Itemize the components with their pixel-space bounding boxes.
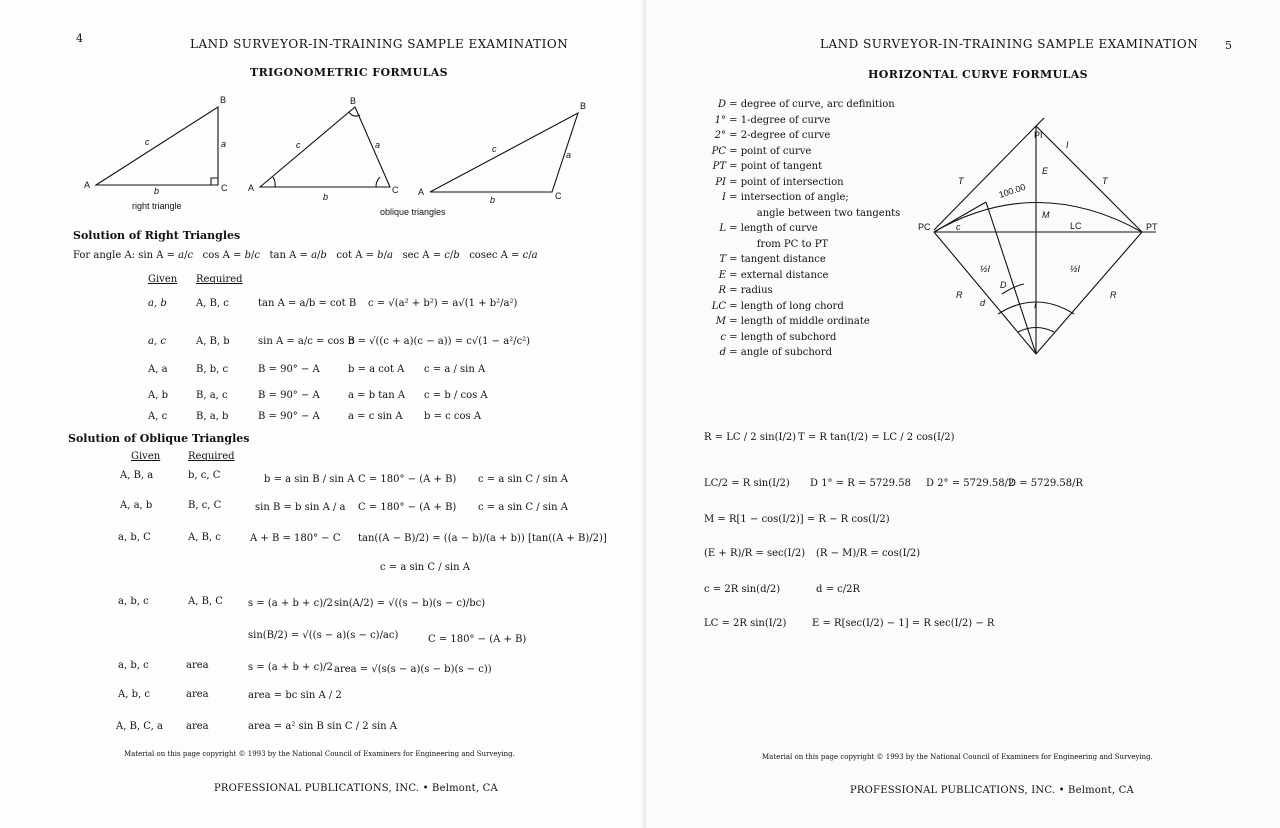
label-B3: B — [580, 101, 587, 111]
definition-row: R = radius — [686, 283, 916, 299]
definition-row: 2° = 2-degree of curve — [686, 128, 916, 144]
definition-row: M = length of middle ordinate — [686, 314, 916, 330]
angle-definitions: For angle A: sin A = a/c cos A = b/c tan A = a/b cot A = b/a sec A = c/b cosec A = c/a — [73, 250, 538, 261]
oblique-row-formula: A + B = 180° − C — [250, 533, 341, 544]
oblique-row-given: A, a, b — [120, 500, 153, 511]
right-row-required: B, a, b — [196, 411, 229, 422]
diag-d: d — [980, 298, 986, 308]
definition-symbol: PC — [711, 145, 726, 157]
definition-text: degree of curve, arc definition — [740, 99, 895, 110]
definition-row: PT = point of tangent — [686, 159, 916, 175]
curve-formula: LC = 2R sin(I/2) — [704, 618, 787, 629]
definition-row: D = degree of curve, arc definition — [686, 97, 916, 113]
page-title: HORIZONTAL CURVE FORMULAS — [868, 68, 1088, 81]
definition-text: point of curve — [740, 145, 812, 157]
oblique-row-required: area — [186, 689, 209, 700]
label-a3: a — [566, 150, 572, 160]
oblique-row-formula: tan((A − B)/2) = ((a − b)/(a + b)) [tan((A + B)/2)] — [358, 533, 607, 544]
right-row-required: A, B, b — [196, 336, 230, 347]
definition-text: intersection of angle; — [740, 192, 849, 203]
page-number: 4 — [76, 32, 83, 45]
definition-symbol: E — [718, 269, 726, 281]
diag-M: M — [1042, 210, 1050, 220]
curve-formula: d = c/2R — [816, 584, 860, 595]
right-row-required: A, B, c — [196, 298, 229, 309]
definition-symbol: M — [715, 316, 726, 327]
publisher-footer: PROFESSIONAL PUBLICATIONS, INC. • Belmont, CA — [214, 783, 498, 794]
definition-symbol: L — [719, 223, 726, 234]
right-row-formula: B = 90° − A — [258, 411, 320, 422]
oblique-triangles-heading: Solution of Oblique Triangles — [68, 432, 250, 445]
definition-text: 1-degree of curve — [740, 114, 831, 126]
publisher-footer: PROFESSIONAL PUBLICATIONS, INC. • Belmont, CA — [850, 785, 1134, 796]
definition-text: tangent distance — [740, 254, 826, 265]
oblique-row-required: area — [186, 660, 209, 671]
right-row-given: a, c — [148, 336, 166, 347]
diag-I-bottom: I — [1034, 300, 1037, 310]
definition-row: T = tangent distance — [686, 252, 916, 268]
oblique-row-formula: C = 180° − (A + B) — [428, 634, 527, 645]
definition-row: d = angle of subchord — [686, 345, 916, 361]
triangle-diagrams — [70, 95, 610, 220]
right-triangle-caption: right triangle — [132, 201, 182, 211]
right-row-formula: tan A = a/b = cot B — [258, 298, 357, 309]
curve-formula: M = R[1 − cos(I/2)] = R − R cos(I/2) — [704, 514, 890, 525]
label-C1: C — [221, 183, 228, 193]
oblique-row-formula: c = a sin C / sin A — [478, 474, 568, 485]
right-row-required: B, b, c — [196, 364, 229, 375]
diag-E: E — [1042, 166, 1049, 176]
diag-I-top: I — [1066, 140, 1069, 150]
curve-formula: D = 5729.58/R — [1008, 478, 1084, 489]
oblique-row-formula: area = √(s(s − a)(s − b)(s − c)) — [334, 664, 492, 675]
diag-half-I-right: ½I — [1070, 264, 1081, 274]
right-row-formula: B = 90° − A — [258, 364, 320, 375]
label-c1: c — [145, 137, 150, 147]
oblique-row-required: B, c, C — [188, 500, 222, 511]
horizontal-curve-diagram — [914, 118, 1162, 362]
definition-text: 2-degree of curve — [740, 130, 831, 141]
right-row-formula: b = a cot A — [348, 364, 405, 375]
diag-arc-length: 100.00 — [997, 181, 1027, 200]
definition-text-cont: from PC to PT — [756, 238, 829, 250]
right-col-given: Given — [148, 274, 178, 285]
oblique-row-given: A, B, a — [120, 470, 154, 481]
right-row-formula: a = b tan A — [348, 390, 406, 401]
curve-formula: (R − M)/R = cos(I/2) — [816, 548, 921, 559]
diag-R-right: R — [1110, 290, 1117, 300]
definition-symbol: d — [719, 347, 726, 358]
definition-text: angle of subchord — [740, 347, 832, 358]
curve-formula: T = R tan(I/2) = LC / 2 cos(I/2) — [798, 432, 955, 443]
oblique-row-required: area — [186, 721, 209, 732]
curve-formula: E = R[sec(I/2) − 1] = R sec(I/2) − R — [812, 618, 995, 629]
definition-text: length of middle ordinate — [740, 316, 870, 327]
label-b2: b — [323, 192, 329, 202]
curve-formula: R = LC / 2 sin(I/2) — [704, 432, 797, 443]
oblique-row-formula: C = 180° − (A + B) — [358, 474, 457, 485]
definition-text: point of intersection — [740, 176, 844, 188]
definition-row: PI = point of intersection — [686, 175, 916, 191]
right-triangles-heading: Solution of Right Triangles — [73, 229, 241, 242]
right-row-formula: b = √((c + a)(c − a)) = c√(1 − a²/c²) — [348, 336, 531, 347]
definition-symbol: c — [720, 331, 726, 343]
definition-text: point of tangent — [740, 161, 823, 172]
definition-text: external distance — [740, 269, 829, 281]
label-C3: C — [555, 191, 562, 201]
right-row-formula: c = a / sin A — [424, 364, 486, 375]
definition-symbol: LC — [711, 300, 726, 312]
diag-PC: PC — [918, 222, 931, 232]
oblique-row-given: a, b, c — [118, 660, 149, 671]
oblique-row-required: A, B, c — [188, 532, 221, 543]
definition-text-cont: angle between two tangents — [756, 207, 901, 219]
oblique-row-given: A, B, C, a — [116, 721, 163, 732]
page-title: TRIGONOMETRIC FORMULAS — [250, 66, 449, 79]
oblique-triangles-caption: oblique triangles — [380, 207, 446, 217]
definition-row: I = intersection of angle; angle between two tangents — [686, 190, 916, 221]
right-row-given: A, b — [148, 390, 168, 401]
label-b1: b — [154, 186, 160, 196]
definition-text: length of curve — [740, 223, 818, 234]
right-row-formula: c = b / cos A — [424, 390, 488, 401]
label-c3: c — [492, 144, 497, 154]
definition-row: LC = length of long chord — [686, 299, 916, 315]
definition-symbol: D — [717, 99, 726, 110]
oblique-row-given: a, b, C — [118, 532, 151, 543]
definition-row: PC = point of curve — [686, 144, 916, 160]
right-row-formula: a = c sin A — [348, 411, 403, 422]
definition-symbol: R — [718, 285, 726, 296]
running-header: LAND SURVEYOR-IN-TRAINING SAMPLE EXAMINATION — [190, 37, 569, 51]
oblique-row-formula: area = a² sin B sin C / 2 sin A — [248, 721, 398, 732]
definition-symbol: T — [719, 254, 726, 265]
curve-formula: LC/2 = R sin(I/2) — [704, 478, 790, 489]
label-A1: A — [84, 180, 91, 190]
label-B2: B — [350, 96, 357, 106]
right-row-given: A, c — [148, 411, 168, 422]
definition-text: length of long chord — [740, 300, 844, 312]
oblique-row-given: a, b, c — [118, 596, 149, 607]
label-C2: C — [392, 185, 399, 195]
diag-LC: LC — [1070, 221, 1082, 231]
label-b3: b — [490, 195, 496, 205]
oblique-row-formula: sin B = b sin A / a — [255, 502, 346, 513]
definition-text: radius — [740, 285, 773, 296]
copyright-notice: Material on this page copyright © 1993 by the National Council of Examiners for Engineering and Surveying. — [124, 750, 515, 758]
oblique-row-formula: C = 180° − (A + B) — [358, 502, 457, 513]
label-a2: a — [375, 140, 381, 150]
definition-row: 1° = 1-degree of curve — [686, 113, 916, 129]
right-row-formula: B = 90° − A — [258, 390, 320, 401]
page-number: 5 — [1225, 39, 1232, 52]
curve-formula: c = 2R sin(d/2) — [704, 584, 781, 595]
oblique-row-given: A, b, c — [118, 689, 150, 700]
oblique-row-required: b, c, C — [188, 470, 221, 481]
right-col-required: Required — [196, 274, 243, 285]
right-page — [646, 0, 1280, 828]
definition-symbol: PT — [712, 161, 726, 172]
diag-R-left: R — [956, 290, 963, 300]
diag-PT: PT — [1146, 222, 1158, 232]
oblique-row-formula: sin(A/2) = √((s − b)(s − c)/bc) — [334, 598, 486, 609]
oblique-row-required: A, B, C — [188, 596, 223, 607]
right-row-formula: c = √(a² + b²) = a√(1 + b²/a²) — [368, 298, 518, 309]
label-c2: c — [296, 140, 301, 150]
diag-half-I-left: ½I — [980, 264, 991, 274]
oblique-row-formula: c = a sin C / sin A — [380, 562, 470, 573]
definition-row: L = length of curve from PC to PT — [686, 221, 916, 252]
oblique-row-formula: s = (a + b + c)/2 — [248, 598, 333, 609]
diag-PI: PI — [1034, 130, 1043, 140]
definition-symbol: I — [722, 192, 726, 203]
right-row-formula: sin A = a/c = cos B — [258, 336, 355, 347]
right-row-formula: b = c cos A — [424, 411, 482, 422]
definition-symbol: PI — [715, 176, 726, 188]
definition-row: c = length of subchord — [686, 330, 916, 346]
diag-T-left: T — [958, 176, 964, 186]
label-A2: A — [248, 183, 255, 193]
definition-text: length of subchord — [740, 331, 837, 343]
curve-formula: D 2° = 5729.58/2 — [926, 478, 1015, 489]
oblique-col-given: Given — [131, 451, 161, 462]
definition-row: E = external distance — [686, 268, 916, 284]
oblique-col-required: Required — [188, 451, 235, 462]
oblique-row-formula: sin(B/2) = √((s − a)(s − c)/ac) — [248, 630, 399, 641]
right-row-given: A, a — [148, 364, 168, 375]
label-a1: a — [221, 139, 227, 149]
curve-formula: (E + R)/R = sec(I/2) — [704, 548, 806, 559]
oblique-row-formula: s = (a + b + c)/2 — [248, 662, 333, 673]
definition-symbol: 2° — [714, 130, 726, 141]
running-header: LAND SURVEYOR-IN-TRAINING SAMPLE EXAMINATION — [820, 37, 1199, 51]
curve-formula: D 1° = R = 5729.58 — [810, 478, 911, 489]
oblique-row-formula: b = a sin B / sin A — [264, 474, 355, 485]
label-B1: B — [220, 95, 227, 105]
right-row-required: B, a, c — [196, 390, 228, 401]
diag-D: D — [1000, 280, 1007, 290]
right-row-given: a, b — [148, 298, 167, 309]
label-A3: A — [418, 187, 425, 197]
oblique-row-formula: c = a sin C / sin A — [478, 502, 568, 513]
diag-T-right: T — [1102, 176, 1108, 186]
diag-c: c — [956, 222, 961, 232]
copyright-notice: Material on this page copyright © 1993 by the National Council of Examiners for Engineering and Surveying. — [762, 753, 1153, 761]
oblique-row-formula: area = bc sin A / 2 — [248, 690, 342, 701]
definitions-list — [686, 97, 916, 361]
definition-symbol: 1° — [714, 114, 726, 126]
